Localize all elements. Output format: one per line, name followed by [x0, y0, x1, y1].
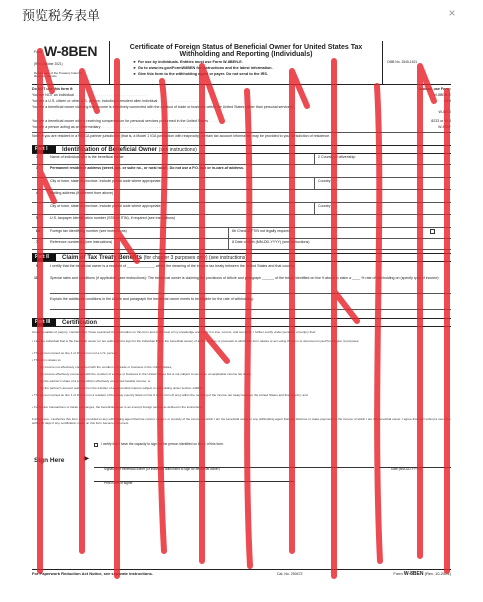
- line-10-special-rates[interactable]: 10 Special rates and conditions (if applicable—see instructions): The beneficial owner is claiming the provisions of Article and paragraph ______ of the treaty identified on line 9 above to claim a ____ % rate of withholding on (specify type of income):: [34, 276, 440, 280]
- part-2-header: [32, 253, 451, 262]
- condition-row: You are a person acting as an intermediary . . . . . . . . . . . . . . . . . . . . . . . . . . . . . . . . . . . . . . . . . . . . . . . . . . W-8IMY: [32, 125, 451, 129]
- line-1-name-field[interactable]: 1 Name of individual who is the beneficial owner 2 Country of citizenship: [32, 154, 451, 165]
- certification-item: • For broker transactions or barter exchanges, the beneficial owner is an exempt foreign person as defined in the instructions.: [32, 405, 204, 409]
- line-6b-label: 6b Check if FTIN not legally required: [232, 229, 291, 233]
- footer-form-id: Form W-8BEN (Rev. 10-2021): [393, 571, 451, 577]
- line-4-city-field[interactable]: City or town, state or province. Include postal code where appropriate. Country: [32, 203, 451, 215]
- form-title: Certificate of Foreign Status of Beneficial Owner for United States Tax Withholding and Reporting (Individuals): [129, 44, 363, 59]
- part-3-title: Certification: [62, 319, 98, 326]
- line-4-country-field[interactable]: Country: [318, 204, 331, 208]
- certification-item: • This form relates to:: [32, 358, 62, 362]
- part-1-title: Identification of Beneficial Owner (see instructions): [62, 146, 197, 153]
- part-2-title: Claim of Tax Treaty Benefits (for chapter 3 purposes only) (see instructions): [62, 254, 247, 261]
- line-9-treaty-country[interactable]: 9 I certify that the beneficial owner is a resident of ______________ within the meaning of the income tax treaty between the United States and that country.: [36, 264, 295, 268]
- capacity-checkbox-label: I certify that I have the capacity to sign for the person identified on line 1 of this form.: [101, 442, 224, 446]
- certification-item: (a) income not effectively connected with the conduct of a trade or business in the United States;: [40, 365, 173, 369]
- modal-header: [0, 0, 483, 26]
- line-3-country-field[interactable]: Country: [318, 179, 331, 183]
- form-number: W-8BEN: [44, 43, 98, 59]
- line-2-citizenship-field[interactable]: 2 Country of citizenship: [318, 155, 356, 159]
- omb-number: OMB No. 1545-1621: [387, 60, 418, 64]
- form-id-block: [32, 41, 110, 85]
- sign-arrow-icon: ►: [82, 453, 91, 463]
- fatca-note: Note: If you are resident in a FATCA partner jurisdiction (that is, a Model 1 IGA jurisdiction with reciprocity), certain tax account information may be provided to your jurisdiction of residence.: [32, 132, 451, 138]
- line-8-dob-field[interactable]: 8 Date of birth (MM-DD-YYYY) (see instructions): [232, 240, 310, 244]
- condition-row: You are NOT an individual . . . . . . . . . . . . . . . . . . . . . . . . . . . . . . . . . . . . . W-8BEN-E: [32, 93, 451, 97]
- line-5-tin-field[interactable]: 5 U.S. taxpayer identification number (SSN or ITIN), if required (see instructions): [32, 215, 451, 228]
- certification-furthermore: Furthermore, I authorize this form to be provided to any withholding agent that has control, receipt, or custody of the income of which I am the beneficial owner or any withholding agent that can disburse or make payments of the income of which I am the beneficial owner. I agree that I will submit a new form within 30 days if any certification made on this form becomes incorrect.: [32, 417, 451, 426]
- certification-item: • The person named on line 1 of this form is a resident of the treaty country listed on line 9 of the form (if any) within the meaning of the income tax treaty between the United States and that country; and: [32, 393, 308, 397]
- form-header: [32, 41, 451, 85]
- line-3-city-field[interactable]: City or town, state or province. Include postal code where appropriate. Country: [32, 178, 451, 190]
- line-3-residence-field[interactable]: 3 Permanent residence address (street, apt. or suite no., or rural route). Do not use a P.O. box or in-care-of address.: [32, 165, 451, 178]
- line-7-reference-field[interactable]: 7 Reference number(s) (see instructions) 8 Date of birth (MM-DD-YYYY) (see instructions): [32, 239, 451, 250]
- line-6b-checkbox[interactable]: [430, 229, 435, 234]
- signature-caption: Signature of beneficial owner (or individual authorized to sign for beneficial owner): [104, 467, 220, 471]
- certification-item: • The person named on line 1 of this form is not a U.S. person;: [32, 351, 118, 355]
- part-3-header: [32, 318, 451, 327]
- line-10-explain-field[interactable]: [50, 304, 451, 310]
- capacity-checkbox[interactable]: [94, 443, 98, 447]
- do-not-use-heading: Do NOT use this form if: Instead, use Form:: [32, 87, 451, 91]
- instead-use-heading: Instead, use Form:: [419, 87, 451, 91]
- form-bullet: ► Go to www.irs.gov/FormW8BEN for instructions and the latest information.: [133, 66, 273, 71]
- signature-block: [94, 441, 451, 485]
- signature-date-caption: Date (MM-DD-YYYY): [391, 467, 422, 471]
- form-bullet: ► Give this form to the withholding agent or payer. Do not send to the IRS.: [133, 71, 268, 76]
- certification-item: (c) the partner's share of a partnership's effectively connected taxable income; or: [40, 379, 151, 383]
- condition-row: You are a beneficial owner who is receiving compensation for personal services performed in the United States . . . . . . . . . . . 8233 or W-4: [32, 119, 451, 123]
- line-10-explain[interactable]: Explain the additional conditions in the Article and paragraph the beneficial owner meets to be eligible for the rate of withholding:: [50, 297, 254, 301]
- form-footer: [32, 569, 451, 579]
- sign-here-label: Sign Here: [34, 457, 65, 464]
- w8ben-form: Form W-8BEN (Rev. October 2021) Department of the Treasury Internal Revenue Service Certificate of Foreign Status of Beneficial Owner for United States Tax Withholding and Reporting (Individuals) ► For use by individuals. Entities must use Form W-8BEN-E. ► Go to www.irs.gov/FormW8BEN for instructions and the latest information. ► Give this form to the withholding agent or payer. Do not send to the IRS. OMB No. 1545-1621 Do NOT use this form if: Instead, use Form: You are NOT an individual . . . . . . . . . . . . . . . . . . . . . . . . . . . . . . . . . . . . . W-8BEN-E You are a U.S. citizen or other U.S. person, including a resident alien individual . . . . . . . . . . . . . . . . . . . . . . W-9 You are a beneficial owner claiming that income is effectively connected with the conduct of trade or business within the United States (other than personal services) W-8ECI You are a beneficial owner who is receiving compensation for personal services performed in the United States . . . . . . . . . . . 8233 or W-4 You are a person acting as an intermediary . . . . . . . . . . . . . . . . . . . . . . . . . . . . . . . . . . . . . . . . . . . . . . . . . . W-8IMY Note: If you are resident in a FATCA partner jurisdiction (that is, a Model 1 IGA jurisdiction with reciprocity), certain tax account information may be provided to your jurisdiction of residence. Part I Identification of Beneficial Owner (see instructions) 1 Name of individual who is the beneficial owner 2 Country of citizenship 3 Permanent residence address (street, apt. or suite no., or rural route). Do not use a P.O. box or in-care-of address. City or town, state or province. Include postal code where appropriate. Country 4 Mailing address (if different from above) City or town, state or province. Include postal code where appropriate. Country 5 U.S. taxpayer identification number (SSN or ITIN), if required (see instructions) 6a Foreign tax identifying number (see instructions) 6b Check if FTIN not legally required 7 Reference number(s) (see instructions) 8 Date of birth (MM-DD-YYYY) (see instructions) Part II Claim of Tax Treaty Benefits (for chapter 3 purposes only) (see instructions) 9 I certify that the beneficial owner is a resident of ______________ within the meaning of the income tax treaty between the United States and that country. 10 Special rates and conditions (if applicable—see instructions): The beneficial owner is claiming the provisions of Article and paragraph ______ of the treaty identified on line 9 above to claim a ____ % rate of withholding on (specify type of income): Explain the additional conditions in the Article and paragraph the beneficial owner meets to be eligible for the rate of withholding: Part III Certification Under penalties of perjury, I declare that I have examined the information on this form and to the best of my knowledge and belief it is true, correct, and complete. I further certify under penalties of perjury that: • I am the individual that is the beneficial owner (or am authorized to sign for the individual that is the beneficial owner) of all the income or proceeds to which this form relates or am using this form to document myself for chapter 4 purposes; • The person named on line 1 of this form is not a U.S. person; • This form relates to: (a) income not effectively connected with the conduct of a trade or business in the United States; (b) income effectively connected with the conduct of a trade or business in the United States but is not subject to tax under an applicable income tax treaty; (c) the partner's share of a partnership's effectively connected taxable income; or (d) the partner's amount realized from the transfer of a partnership interest subject to withholding under section 1446(f); • The person named on line 1 of this form is a resident of the treaty country listed on line 9 of the form (if any) within the meaning of the income tax treaty between the United States and that country; and • For broker transactions or barter exchanges, the beneficial owner is an exempt foreign person as defined in the instructions. Furthermore, I authorize this form to be provided to any withholding agent that has control, receipt, or custody of the income of which I am the beneficial owner or any withholding agent that can disburse or make payments of the income of which I am the beneficial owner. I agree that I will submit a new form within 30 days if any certification made on this form becomes incorrect. Sign Here ► I certify that I have the capacity to sign for the person identified on line 1 of this form. Signature of beneficial owner (or individual authorized to sign for beneficial owner) Date (MM-DD-YYYY) Print name of signer For Paperwork Reduction Act Notice, see separate instructions. Cat. No. 25047Z Form W-8BEN (Rev. 10-2021): [32, 43, 451, 577]
- form-title-block: [111, 41, 381, 85]
- part-2-label: Part II: [32, 254, 56, 261]
- condition-row: You are a beneficial owner claiming that income is effectively connected with the conduct of trade or business within the United States (other than personal services): [32, 105, 293, 109]
- condition-row: You are a U.S. citizen or other U.S. person, including a resident alien individual . . . . . . . . . . . . . . . . . . . . . . W-9: [32, 99, 451, 103]
- document-preview[interactable]: [22, 31, 463, 595]
- part-1-header: [32, 145, 451, 154]
- line-6a-ftin-field[interactable]: 6a Foreign tax identifying number (see instructions) 6b Check if FTIN not legally required: [32, 228, 451, 239]
- certification-intro: Under penalties of perjury, I declare that I have examined the information on this form and to the best of my knowledge and belief it is true, correct, and complete. I further certify under penalties of perjury that:: [32, 330, 316, 334]
- modal-title: 预览税务表单: [22, 9, 101, 24]
- certification-item: (b) income effectively connected with the conduct of a trade or business in the United States but is not subject to tax under an applicable income tax treaty;: [40, 372, 252, 376]
- part-1-label: Part I: [32, 146, 56, 153]
- certification-item: • I am the individual that is the beneficial owner (or am authorized to sign for the individual that is the beneficial owner) of all the income or proceeds to which this form relates or am using this form to document myself for chapter 4 purposes;: [32, 339, 360, 343]
- form-bullet: ► For use by individuals. Entities must use Form W-8BEN-E.: [133, 60, 243, 65]
- form-revision: (Rev. October 2021): [34, 62, 63, 66]
- footer-cat-no: Cat. No. 25047Z: [277, 572, 303, 576]
- form-department: Department of the Treasury Internal Revenue Service: [34, 71, 82, 79]
- line-4-mailing-field[interactable]: 4 Mailing address (if different from above): [32, 190, 451, 203]
- print-name-caption: Print name of signer: [104, 481, 133, 485]
- line-10-income-type-field[interactable]: [50, 288, 451, 294]
- close-icon[interactable]: ×: [448, 6, 456, 20]
- part-3-label: Part III: [32, 319, 56, 326]
- form-word: Form: [34, 50, 43, 54]
- certification-item: (d) the partner's amount realized from the transfer of a partnership interest subject to withholding under section 1446(f);: [40, 386, 203, 390]
- omb-block: [382, 41, 451, 85]
- footer-paperwork-notice: For Paperwork Reduction Act Notice, see separate instructions.: [32, 571, 153, 576]
